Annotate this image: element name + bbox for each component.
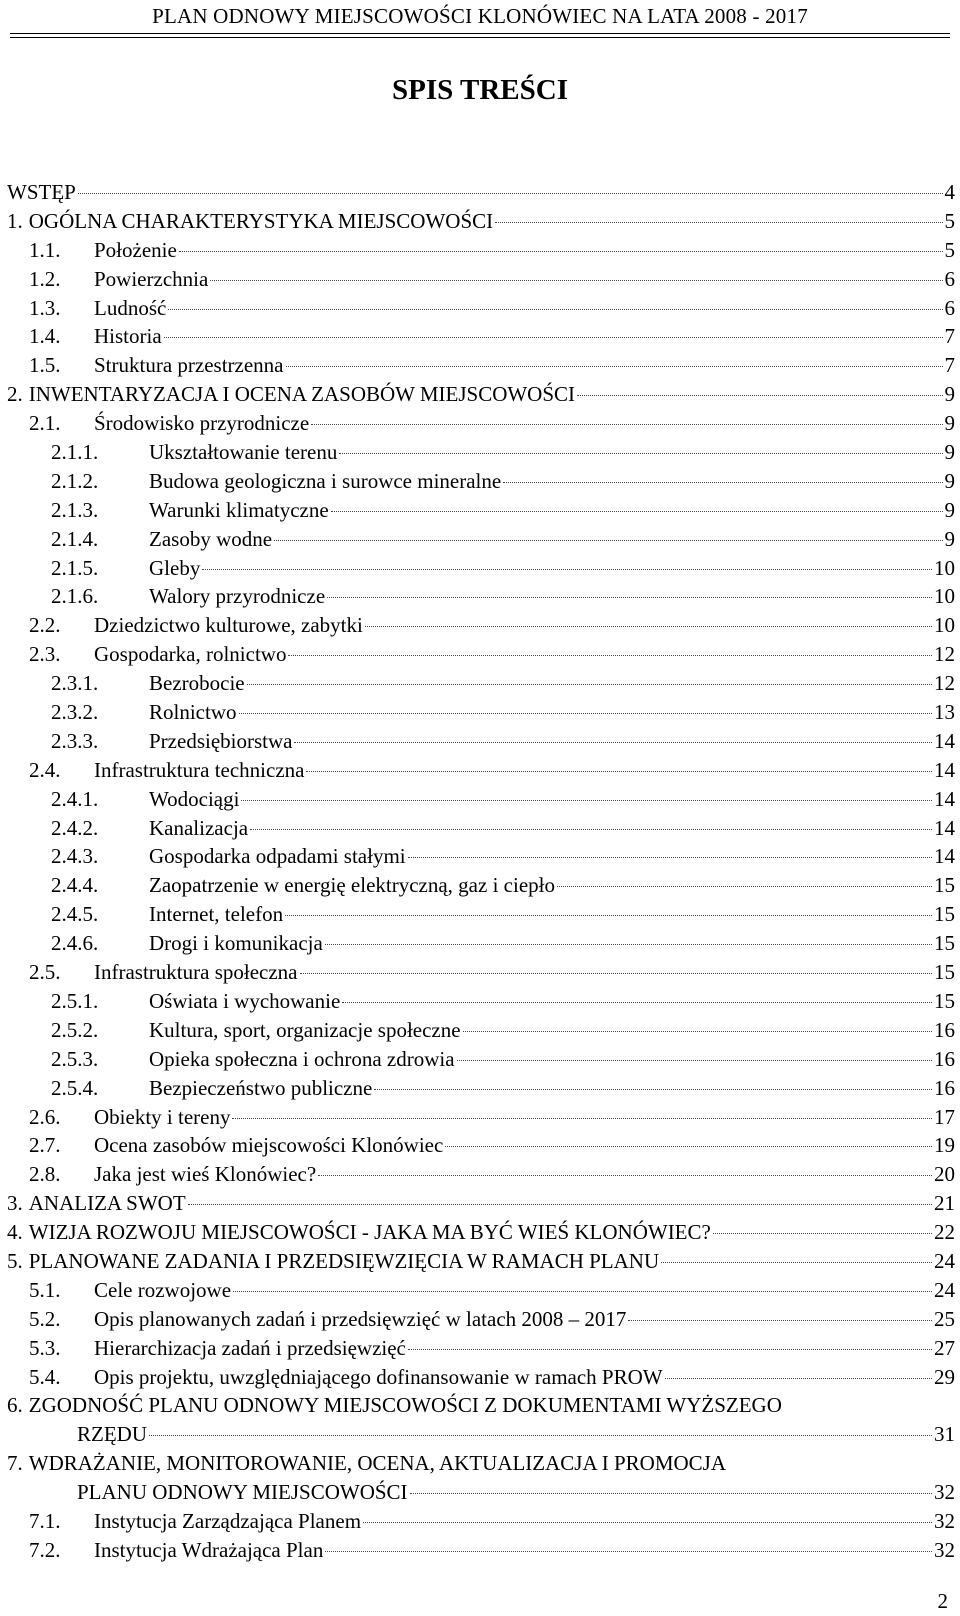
toc-title: Bezrobocie: [149, 671, 245, 696]
toc-page-number: 9: [944, 382, 955, 407]
toc-row[interactable]: [7, 265, 955, 294]
toc-number: 2.4.1.: [51, 786, 99, 811]
toc-title: Dziedzictwo kulturowe, zabytki: [94, 613, 363, 638]
toc-leader-dots: [327, 597, 932, 598]
toc-page-number: 19: [934, 1133, 955, 1158]
toc-row[interactable]: [7, 1334, 955, 1363]
toc-number: 6.: [7, 1393, 23, 1418]
toc-row[interactable]: [7, 409, 955, 438]
toc-leader-dots: [164, 337, 943, 338]
toc-title: Ludność: [94, 295, 167, 320]
toc-leader-dots: [233, 1291, 932, 1292]
toc-title: Jaka jest wieś Klonówiec?: [94, 1162, 317, 1187]
toc-number: 1.1.: [29, 237, 61, 262]
toc-leader-dots: [168, 309, 942, 310]
toc-number: 2.1.5.: [51, 555, 99, 580]
toc-row[interactable]: [7, 496, 955, 525]
toc-title: Internet, telefon: [149, 902, 284, 927]
toc-row[interactable]: [7, 698, 955, 727]
toc-leader-dots: [149, 1435, 932, 1436]
toc-title: OGÓLNA CHARAKTERYSTYKA MIEJSCOWOŚCI: [28, 208, 494, 233]
toc-title: WIZJA ROZWOJU MIEJSCOWOŚCI - JAKA MA BYĆ WIEŚ KLONÓWIEC?: [28, 1220, 711, 1245]
toc-title: Zasoby wodne: [149, 526, 273, 551]
toc-page-number: 24: [934, 1277, 955, 1302]
toc-title: PLANU ODNOWY MIEJSCOWOŚCI: [77, 1480, 408, 1505]
toc-row[interactable]: [7, 842, 955, 871]
toc-page-number: 7: [944, 353, 955, 378]
toc-title: Gleby: [149, 555, 201, 580]
toc-leader-dots: [239, 713, 933, 714]
toc-page-number: 16: [934, 1017, 955, 1042]
toc-row[interactable]: [7, 929, 955, 958]
toc-page-number: 14: [934, 786, 955, 811]
toc-number: 3.: [7, 1191, 23, 1216]
toc-row[interactable]: [7, 1536, 955, 1565]
toc-number: 2.1.1.: [51, 440, 99, 465]
toc-leader-dots: [274, 540, 942, 541]
toc-row[interactable]: [7, 669, 955, 698]
toc-row[interactable]: [7, 1131, 955, 1160]
toc-title: Ukształtowanie terenu: [149, 440, 338, 465]
toc-leader-dots: [577, 395, 942, 396]
toc-row[interactable]: [7, 1247, 955, 1276]
toc-number: 5.2.: [29, 1306, 61, 1331]
toc-page-number: 14: [934, 844, 955, 869]
toc-number: 2.1.6.: [51, 584, 99, 609]
toc-title: WDRAŻANIE, MONITOROWANIE, OCENA, AKTUALIZACJA I PROMOCJA: [28, 1451, 727, 1476]
toc-leader-dots: [661, 1262, 932, 1263]
toc-page-number: 14: [934, 815, 955, 840]
toc-page-number: 16: [934, 1075, 955, 1100]
toc-row[interactable]: [7, 756, 955, 785]
toc-row[interactable]: [7, 582, 955, 611]
toc-title: Historia: [94, 324, 162, 349]
toc-leader-dots: [241, 800, 932, 801]
toc-row[interactable]: [7, 785, 955, 814]
toc-page-number: 15: [934, 931, 955, 956]
toc-number: 2.4.3.: [51, 844, 99, 869]
toc-page-number: 29: [934, 1364, 955, 1389]
toc-number: 2.3.1.: [51, 671, 99, 696]
toc-number: 7.: [7, 1451, 23, 1476]
toc-title: Drogi i komunikacja: [149, 931, 323, 956]
toc-page-number: 5: [944, 237, 955, 262]
toc-row[interactable]: [7, 1103, 955, 1132]
toc-number: 1.5.: [29, 353, 61, 378]
toc-page-number: 17: [934, 1104, 955, 1129]
toc-number: 4.: [7, 1220, 23, 1245]
toc-row[interactable]: [7, 1420, 955, 1449]
toc-row[interactable]: [7, 380, 955, 409]
toc-page-number: 9: [944, 411, 955, 436]
toc-number: 2.3.2.: [51, 700, 99, 725]
toc-leader-dots: [374, 1089, 932, 1090]
toc-number: 2.5.3.: [51, 1046, 99, 1071]
toc-row[interactable]: [7, 294, 955, 323]
toc-leader-dots: [628, 1320, 932, 1321]
toc-row[interactable]: [7, 958, 955, 987]
toc-row[interactable]: [7, 871, 955, 900]
toc-page-number: 32: [934, 1480, 955, 1505]
toc-number: 2.4.4.: [51, 873, 99, 898]
toc-leader-dots: [306, 771, 932, 772]
toc-number: 7.2.: [29, 1537, 61, 1562]
toc-title: Bezpieczeństwo publiczne: [149, 1075, 373, 1100]
toc-row[interactable]: [7, 1363, 955, 1392]
table-of-contents: [7, 178, 955, 1565]
toc-page-number: 12: [934, 671, 955, 696]
toc-page-number: 22: [934, 1220, 955, 1245]
toc-leader-dots: [300, 973, 933, 974]
toc-row[interactable]: [7, 1478, 955, 1507]
toc-title: Przedsiębiorstwa: [149, 728, 293, 753]
toc-number: 2.5.: [29, 960, 61, 985]
toc-leader-dots: [445, 1146, 932, 1147]
toc-number: 2.5.1.: [51, 988, 99, 1013]
toc-leader-dots: [78, 193, 943, 194]
toc-number: 2.3.: [29, 642, 61, 667]
toc-number: 5.: [7, 1248, 23, 1273]
toc-title: Oświata i wychowanie: [149, 988, 341, 1013]
toc-leader-dots: [288, 655, 932, 656]
toc-leader-dots: [365, 626, 932, 627]
toc-number: 2.: [7, 382, 23, 407]
toc-number: 1.3.: [29, 295, 61, 320]
toc-page-number: 10: [934, 613, 955, 638]
toc-number: 2.2.: [29, 613, 61, 638]
toc-page-number: 9: [944, 497, 955, 522]
toc-title: Powierzchnia: [94, 266, 209, 291]
toc-page-number: 14: [934, 728, 955, 753]
toc-leader-dots: [495, 222, 942, 223]
toc-row[interactable]: [7, 207, 955, 236]
toc-row[interactable]: [7, 525, 955, 554]
toc-number: 2.4.: [29, 757, 61, 782]
toc-row[interactable]: [7, 1449, 955, 1478]
toc-row[interactable]: [7, 351, 955, 380]
toc-row[interactable]: [7, 1391, 955, 1420]
toc-number: 2.1.3.: [51, 497, 99, 522]
toc-page-number: 15: [934, 988, 955, 1013]
toc-number: 2.3.3.: [51, 728, 99, 753]
toc-row[interactable]: [7, 987, 955, 1016]
toc-title: Obiekty i tereny: [94, 1104, 231, 1129]
toc-page-number: 10: [934, 555, 955, 580]
toc-row[interactable]: [7, 1507, 955, 1536]
toc-title: Infrastruktura techniczna: [94, 757, 305, 782]
toc-title: ZGODNOŚĆ PLANU ODNOWY MIEJSCOWOŚCI Z DOKUMENTAMI WYŻSZEGO: [28, 1393, 782, 1418]
toc-page-number: 12: [934, 642, 955, 667]
toc-title: Wodociągi: [149, 786, 240, 811]
toc-leader-dots: [247, 684, 932, 685]
toc-page-number: 20: [934, 1162, 955, 1187]
toc-row[interactable]: [7, 640, 955, 669]
toc-title: WSTĘP: [7, 180, 76, 204]
toc-title: Hierarchizacja zadań i przedsięwzięć: [94, 1335, 406, 1360]
toc-row[interactable]: [7, 1074, 955, 1103]
toc-page-number: 5: [944, 208, 955, 233]
toc-leader-dots: [202, 569, 932, 570]
toc-row[interactable]: [7, 236, 955, 265]
toc-leader-dots: [188, 1204, 932, 1205]
toc-title: Rolnictwo: [149, 700, 237, 725]
toc-title: ANALIZA SWOT: [28, 1191, 186, 1216]
toc-row[interactable]: [7, 1305, 955, 1334]
toc-leader-dots: [250, 829, 932, 830]
toc-number: 2.4.2.: [51, 815, 99, 840]
toc-title: Opis planowanych zadań i przedsięwzięć w latach 2008 – 2017: [94, 1306, 627, 1331]
toc-leader-dots: [311, 424, 942, 425]
toc-leader-dots: [503, 482, 942, 483]
toc-title: Kanalizacja: [149, 815, 249, 840]
header-rule-thick: [10, 33, 950, 34]
toc-row[interactable]: [7, 178, 955, 207]
toc-row[interactable]: [7, 727, 955, 756]
toc-page-number: 6: [944, 266, 955, 291]
toc-title: Ocena zasobów miejscowości Klonówiec: [94, 1133, 444, 1158]
toc-title: Środowisko przyrodnicze: [94, 411, 310, 436]
toc-number: 7.1.: [29, 1508, 61, 1533]
toc-leader-dots: [342, 1002, 932, 1003]
toc-page-number: 16: [934, 1046, 955, 1071]
toc-leader-dots: [294, 742, 932, 743]
toc-leader-dots: [713, 1233, 932, 1234]
toc-number: 2.1.2.: [51, 468, 99, 493]
toc-page-number: 32: [934, 1537, 955, 1562]
toc-row[interactable]: [7, 900, 955, 929]
toc-row[interactable]: [7, 438, 955, 467]
toc-title: Zaopatrzenie w energię elektryczną, gaz i ciepło: [149, 873, 555, 898]
toc-title: Opieka społeczna i ochrona zdrowia: [149, 1046, 455, 1071]
toc-title: Instytucja Wdrażająca Plan: [94, 1537, 324, 1562]
toc-page-number: 10: [934, 584, 955, 609]
toc-leader-dots: [463, 1031, 932, 1032]
toc-leader-dots: [408, 1349, 932, 1350]
toc-page-number: 15: [934, 960, 955, 985]
toc-page-number: 32: [934, 1508, 955, 1533]
toc-leader-dots: [325, 944, 932, 945]
toc-title: Infrastruktura społeczna: [94, 960, 298, 985]
toc-page-number: 25: [934, 1306, 955, 1331]
toc-leader-dots: [318, 1175, 932, 1176]
toc-leader-dots: [179, 251, 943, 252]
toc-row[interactable]: [7, 1276, 955, 1305]
toc-page-number: 9: [944, 526, 955, 551]
toc-page-number: 15: [934, 873, 955, 898]
header-rule-thin: [10, 37, 950, 38]
toc-title: Położenie: [94, 237, 177, 262]
toc-number: 1.2.: [29, 266, 61, 291]
toc-title: Walory przyrodnicze: [149, 584, 326, 609]
toc-page-number: 9: [944, 468, 955, 493]
toc-page-number: 6: [944, 295, 955, 320]
toc-page-number: 15: [934, 902, 955, 927]
toc-page-number: 24: [934, 1248, 955, 1273]
page-number: 2: [937, 1589, 948, 1613]
toc-leader-dots: [363, 1522, 932, 1523]
toc-leader-dots: [457, 1060, 932, 1061]
toc-page-number: 14: [934, 757, 955, 782]
page-title: SPIS TREŚCI: [392, 74, 568, 106]
toc-page-number: 13: [934, 700, 955, 725]
toc-title: Warunki klimatyczne: [149, 497, 329, 522]
toc-row[interactable]: [7, 1160, 955, 1189]
toc-page-number: 31: [934, 1422, 955, 1447]
toc-leader-dots: [665, 1378, 932, 1379]
toc-leader-dots: [286, 366, 943, 367]
toc-title: PLANOWANE ZADANIA I PRZEDSIĘWZIĘCIA W RAMACH PLANU: [28, 1248, 660, 1273]
toc-number: 5.4.: [29, 1364, 61, 1389]
toc-leader-dots: [210, 280, 942, 281]
toc-title: Gospodarka odpadami stałymi: [149, 844, 406, 869]
toc-leader-dots: [331, 511, 943, 512]
toc-number: 2.1.4.: [51, 526, 99, 551]
toc-leader-dots: [285, 915, 932, 916]
toc-row[interactable]: [7, 814, 955, 843]
toc-row[interactable]: [7, 1016, 955, 1045]
toc-row[interactable]: [7, 1045, 955, 1074]
toc-number: 2.4.6.: [51, 931, 99, 956]
toc-title: Instytucja Zarządzająca Planem: [94, 1508, 362, 1533]
toc-number: 2.5.2.: [51, 1017, 99, 1042]
toc-row[interactable]: [7, 322, 955, 351]
toc-title: Opis projektu, uwzględniającego dofinansowanie w ramach PROW: [94, 1364, 663, 1389]
toc-title: Cele rozwojowe: [94, 1277, 232, 1302]
toc-title: Struktura przestrzenna: [94, 353, 284, 378]
toc-number: 2.4.5.: [51, 902, 99, 927]
toc-leader-dots: [410, 1493, 932, 1494]
toc-leader-dots: [232, 1118, 932, 1119]
toc-leader-dots: [325, 1551, 932, 1552]
toc-row[interactable]: [7, 1189, 955, 1218]
toc-page-number: 27: [934, 1335, 955, 1360]
toc-number: 2.8.: [29, 1162, 61, 1187]
toc-number: 2.1.: [29, 411, 61, 436]
toc-row[interactable]: [7, 1218, 955, 1247]
toc-leader-dots: [408, 857, 932, 858]
toc-title: Kultura, sport, organizacje społeczne: [149, 1017, 461, 1042]
toc-number: 5.3.: [29, 1335, 61, 1360]
toc-row[interactable]: [7, 554, 955, 583]
toc-number: 1.: [7, 208, 23, 233]
toc-number: 5.1.: [29, 1277, 61, 1302]
toc-leader-dots: [557, 886, 932, 887]
toc-page-number: 4: [944, 180, 955, 204]
toc-title: Gospodarka, rolnictwo: [94, 642, 287, 667]
toc-page-number: 7: [944, 324, 955, 349]
toc-title: RZĘDU: [77, 1422, 147, 1447]
toc-number: 2.5.4.: [51, 1075, 99, 1100]
running-header: PLAN ODNOWY MIEJSCOWOŚCI KLONÓWIEC NA LATA 2008 - 2017: [152, 4, 808, 28]
toc-row[interactable]: [7, 611, 955, 640]
toc-page-number: 21: [934, 1191, 955, 1216]
toc-number: 1.4.: [29, 324, 61, 349]
toc-page-number: 9: [944, 440, 955, 465]
toc-row[interactable]: [7, 467, 955, 496]
toc-title: INWENTARYZACJA I OCENA ZASOBÓW MIEJSCOWOŚCI: [28, 382, 576, 407]
toc-leader-dots: [339, 453, 942, 454]
toc-number: 2.7.: [29, 1133, 61, 1158]
toc-number: 2.6.: [29, 1104, 61, 1129]
toc-title: Budowa geologiczna i surowce mineralne: [149, 468, 502, 493]
